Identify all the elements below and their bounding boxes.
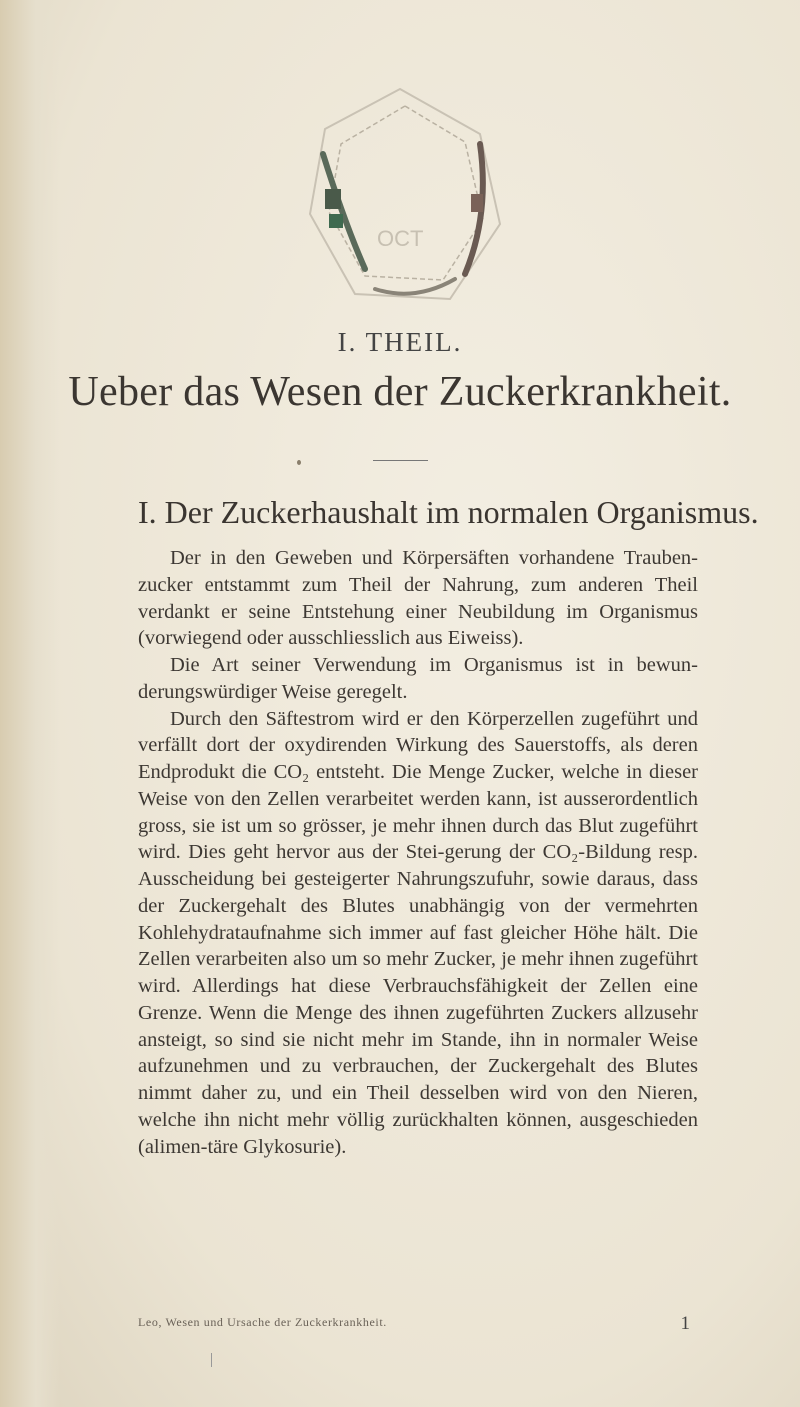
page-footer — [138, 1313, 698, 1333]
library-stamp-icon — [305, 84, 505, 314]
print-mark — [211, 1353, 212, 1367]
page-edge-shadow — [0, 0, 60, 1407]
body-text — [138, 545, 698, 1160]
signature-mark: 1 — [680, 1313, 690, 1334]
part-label: I. THEIL. — [337, 327, 463, 357]
main-title: Ueber das Wesen der Zuckerkrankheit. — [68, 369, 732, 415]
paragraph: Der in den Geweben und Körpersäften vorhandene Trauben-zucker entstammt zum Theil der Nahrung, zum anderen Theil verdankt er seine Entstehung einer Neubildung im Organismus (vorwiegend oder ausschliesslich aus Eiweiss). — [138, 547, 698, 650]
paragraph: Durch den Säftestrom wird er den Körperzellen zugeführt und verfällt dort der oxydirenden Wirkung des Sauerstoffs, als deren Endprodukt die CO₂ entsteht. Die Menge Zucker, welche in dieser Weise von den Zellen verarbeitet werden kann, ist ausserordentlich gross, sie ist um so grösser, je mehr ihnen durch das Blut zugeführt wird. Dies geht hervor aus der Stei-gerung der CO₂-Bildung resp. Ausscheidung bei gesteigerter Nahrungszufuhr, sowie daraus, dass der Zuckergehalt des Blutes unabhängig von der vermehrten Kohlehydrataufnahme sich immer auf fast gleicher Höhe hält. Die Zellen verarbeiten also um so mehr Zucker, je mehr ihnen zugeführt wird. Allerdings hat diese Verbrauchsfähigkeit der Zellen eine Grenze. Wenn die Menge des ihnen zugeführten Zuckers allzusehr ansteigt, so sind sie nicht mehr im Stande, ihn in normaler Weise aufzunehmen und zu verbrauchen, der Zuckergehalt des Blutes nimmt daher zu, und ein Theil desselben wird von den Nieren, welche ihn nicht mehr völlig zurückhalten können, ausgeschieden (alimen-täre Glykosurie). — [138, 707, 698, 1158]
title-divider — [373, 460, 428, 461]
paragraph: Die Art seiner Verwendung im Organismus ist in bewun-derungswürdiger Weise geregelt. — [138, 654, 698, 703]
stamp-text: OCT — [377, 226, 424, 251]
running-title: Leo, Wesen und Ursache der Zuckerkrankheit. — [138, 1315, 387, 1329]
ink-speck — [297, 460, 301, 465]
section-title: I. Der Zuckerhaushalt im normalen Organismus. — [138, 494, 759, 530]
